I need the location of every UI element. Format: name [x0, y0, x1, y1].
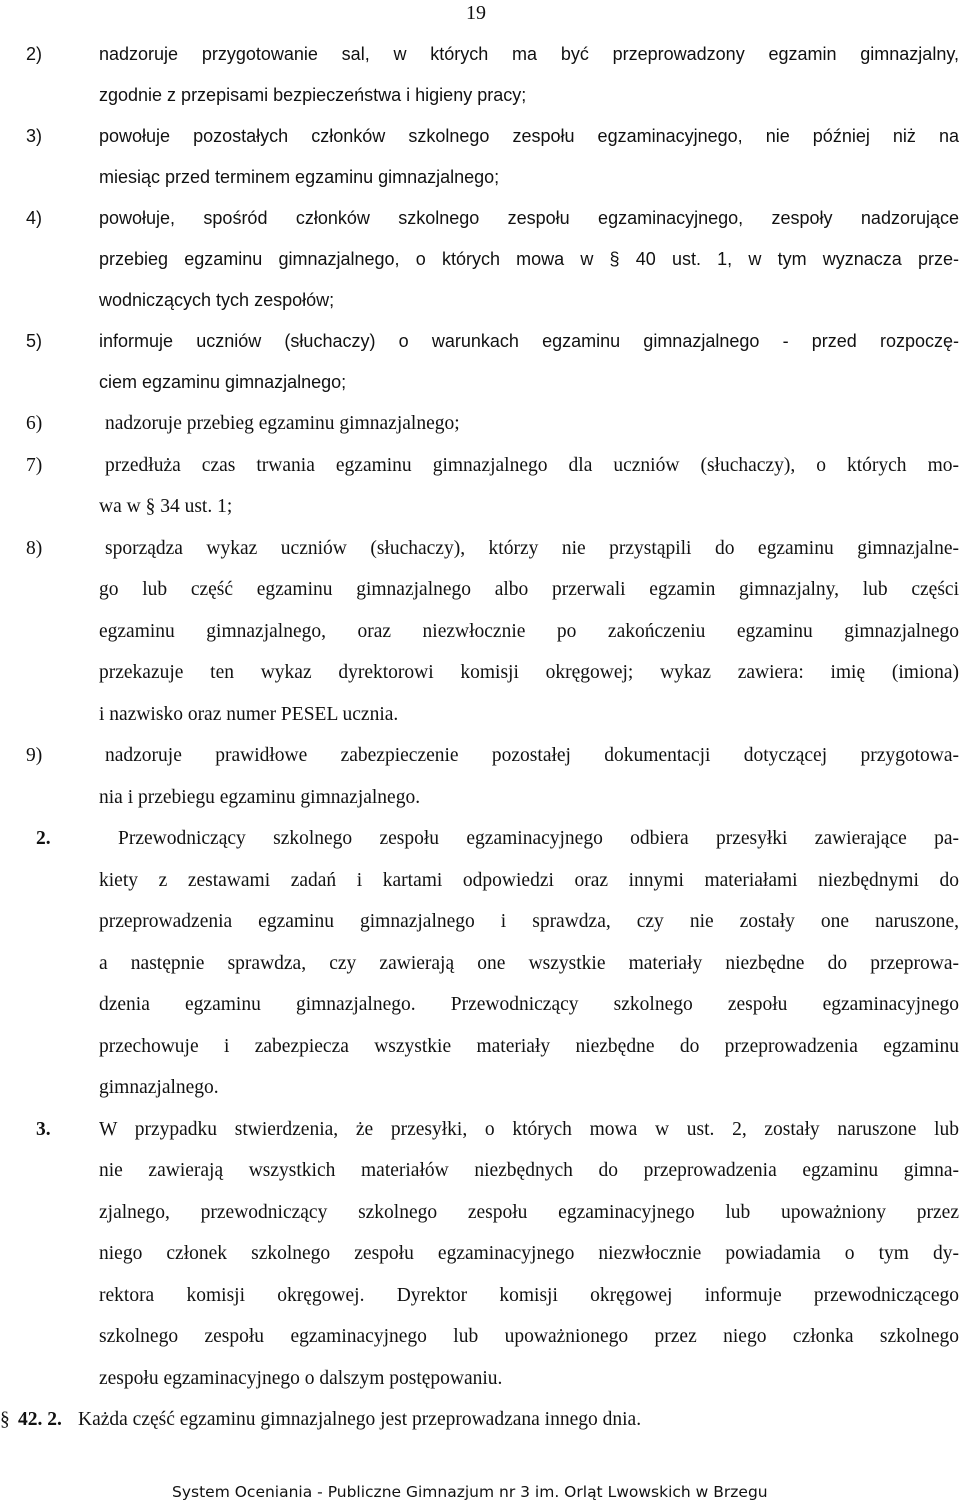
paragraph-text: W przypadku stwierdzenia, że przesyłki, o których mowa w ust. 2, zostały naruszone lub — [99, 1118, 959, 1140]
list-item-3 — [0, 116, 960, 198]
list-item-text: sporządza wykaz uczniów (słuchaczy), którzy nie przystąpili do egzaminu gimnazjalne- — [105, 537, 959, 559]
paragraph-text: dzenia egzaminu gimnazjalnego. Przewodniczący szkolnego zespołu egzaminacyjnego — [99, 994, 959, 1015]
list-item-text: i nazwisko oraz numer PESEL ucznia. — [99, 703, 399, 725]
paragraph-text: przechowuje i zabezpiecza wszystkie materiały niezbędne do przeprowadzenia egzaminu — [99, 1035, 959, 1057]
paragraph-text: niego członek szkolnego zespołu egzaminacyjnego niezwłocznie powiadamia o tym dy- — [99, 1243, 959, 1264]
section-text: Każda część egzaminu gimnazjalnego jest przeprowadzana innego dnia. — [78, 1409, 642, 1430]
paragraph-text: przeprowadzenia egzaminu gimnazjalnego i sprawdza, czy nie zostały one naruszone, — [99, 911, 959, 932]
list-marker: 2) — [26, 44, 43, 64]
list-marker: 6) — [26, 413, 43, 434]
list-marker: 5) — [26, 331, 43, 351]
list-item-6 — [0, 403, 960, 445]
list-item-text: miesiąc przed terminem egzaminu gimnazjalnego; — [99, 167, 500, 187]
paragraph-text: nie zawierają wszystkich materiałów niezbędnych do przeprowadzenia egzaminu gimna- — [99, 1160, 959, 1181]
list-item-text: powołuje pozostałych członków szkolnego zespołu egzaminacyjnego, nie później niż na — [99, 126, 959, 146]
list-item-2 — [0, 34, 960, 116]
document-body — [0, 34, 960, 1441]
list-item-text: nia i przebiegu egzaminu gimnazjalnego. — [99, 786, 421, 808]
list-item-7 — [0, 445, 960, 528]
list-item-5 — [0, 321, 960, 403]
paragraph-marker: 2. — [36, 828, 51, 849]
section-symbol: § — [0, 1409, 10, 1430]
list-marker: 8) — [26, 537, 43, 559]
paragraph-text: gimnazjalnego. — [99, 1077, 219, 1098]
list-item-text: egzaminu gimnazjalnego, oraz niezwłocznie po zakończeniu egzaminu gimnazjalnego — [99, 620, 959, 642]
list-item-text: informuje uczniów (słuchaczy) o warunkach egzaminu gimnazjalnego - przed rozpoczę- — [99, 331, 959, 351]
list-item-text: go lub część egzaminu gimnazjalnego albo przerwali egzamin gimnazjalny, lub części — [99, 579, 959, 600]
list-item-text: nadzoruje przebieg egzaminu gimnazjalnego; — [105, 413, 460, 434]
page-footer: System Oceniania - Publiczne Gimnazjum nr 3 im. Orląt Lwowskich w Brzegu — [172, 1483, 768, 1501]
paragraph-2 — [0, 818, 960, 1109]
list-item-text: nadzoruje przygotowanie sal, w których ma być przeprowadzony egzamin gimnazjalny, — [99, 44, 959, 64]
list-marker: 4) — [26, 208, 43, 228]
list-item-text: powołuje, spośród członków szkolnego zespołu egzaminacyjnego, zespoły nadzorujące — [99, 208, 959, 228]
list-item-text: wodniczących tych zespołów; — [99, 290, 335, 310]
list-item-text: ciem egzaminu gimnazjalnego; — [99, 372, 347, 392]
paragraph-marker: 3. — [36, 1118, 51, 1140]
page-number: 19 — [466, 2, 486, 24]
list-item-text: nadzoruje prawidłowe zabezpieczenie pozostałej dokumentacji dotyczącej przygotowa- — [105, 745, 959, 766]
paragraph-text: a następnie sprawdza, czy zawierają one wszystkie materiały niezbędne do przeprowa- — [99, 952, 959, 974]
paragraph-text: zespołu egzaminacyjnego o dalszym postępowaniu. — [99, 1367, 503, 1389]
section-42 — [0, 1399, 960, 1441]
list-marker: 9) — [26, 745, 43, 766]
paragraph-text: rektora komisji okręgowej. Dyrektor komisji okręgowej informuje przewodniczącego — [99, 1284, 959, 1306]
list-item-text: przekazuje ten wykaz dyrektorowi komisji okręgowej; wykaz zawiera: imię (imiona) — [99, 662, 959, 683]
list-marker: 3) — [26, 126, 43, 146]
list-item-8 — [0, 528, 960, 736]
paragraph-text: kiety z zestawami zadań i kartami odpowiedzi oraz innymi materiałami niezbędnymi do — [99, 869, 959, 891]
list-item-4 — [0, 198, 960, 321]
paragraph-3 — [0, 1109, 960, 1400]
list-item-text: wa w § 34 ust. 1; — [99, 496, 233, 517]
section-number: 42. 2. — [18, 1409, 62, 1430]
paragraph-text: szkolnego zespołu egzaminacyjnego lub upoważnionego przez niego członka szkolnego — [99, 1326, 959, 1347]
list-item-9 — [0, 735, 960, 818]
paragraph-text: zjalnego, przewodniczący szkolnego zespołu egzaminacyjnego lub upoważniony przez — [99, 1201, 959, 1223]
paragraph-text: Przewodniczący szkolnego zespołu egzaminacyjnego odbiera przesyłki zawierające pa- — [118, 828, 959, 849]
list-item-text: przebieg egzaminu gimnazjalnego, o których mowa w § 40 ust. 1, w tym wyznacza prze- — [99, 249, 959, 269]
list-item-text: zgodnie z przepisami bezpieczeństwa i higieny pracy; — [99, 85, 527, 105]
list-item-text: przedłuża czas trwania egzaminu gimnazjalnego dla uczniów (słuchaczy), o których mo- — [105, 454, 959, 476]
list-marker: 7) — [26, 454, 43, 476]
